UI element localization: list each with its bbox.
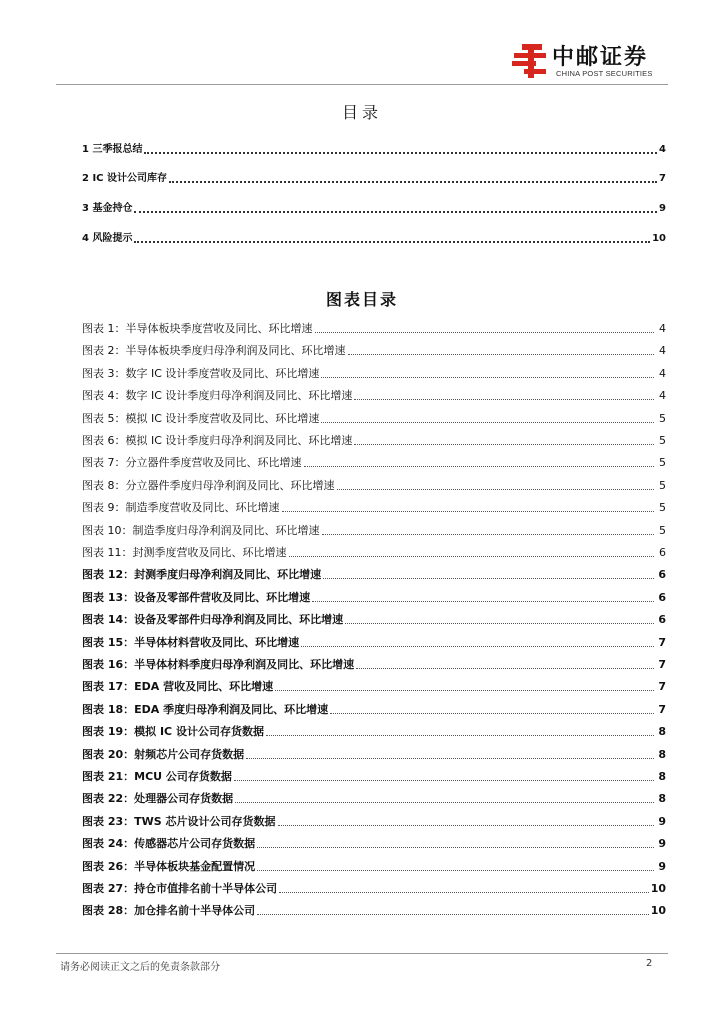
figure-index-item[interactable] [82, 589, 666, 605]
toc-item-label: 4 风险提示 [82, 233, 133, 244]
brand-name-cn: 中邮证券 [552, 45, 649, 70]
figure-item-page: 9 [658, 860, 666, 873]
figure-index-item[interactable] [82, 432, 666, 448]
figure-index-item[interactable] [82, 790, 666, 806]
figure-item-page: 4 [659, 389, 666, 402]
leader-dots [312, 601, 654, 602]
figure-item-label: 图表 1：半导体板块季度营收及同比、环比增速 [82, 322, 313, 335]
footer-divider [56, 953, 668, 954]
figure-item-page: 6 [658, 613, 666, 626]
figure-item-page: 10 [650, 882, 666, 895]
leader-dots [354, 399, 654, 400]
figure-item-page: 5 [659, 456, 666, 469]
toc-item-label: 3 基金持仓 [82, 203, 133, 214]
figure-item-label: 图表 4：数字 IC 设计季度归母净利润及同比、环比增速 [82, 389, 353, 402]
figure-item-label: 图表 10：制造季度归母净利润及同比、环比增速 [82, 524, 320, 537]
figure-item-page: 8 [658, 792, 666, 805]
figure-item-label: 图表 21：MCU 公司存货数据 [82, 770, 232, 783]
figure-index-heading: 图表目录 [325, 290, 398, 309]
figure-item-page: 5 [659, 524, 666, 537]
leader-dots [134, 241, 650, 243]
leader-dots [354, 444, 654, 445]
figure-index-item[interactable] [82, 746, 666, 762]
toc-item[interactable] [82, 170, 666, 186]
figure-index-item[interactable] [82, 902, 666, 918]
figure-item-label: 图表 17：EDA 营收及同比、环比增速 [82, 680, 274, 693]
page-number: 2 [646, 958, 653, 969]
leader-dots [234, 780, 654, 781]
figure-index-item[interactable] [82, 723, 666, 739]
figure-item-page: 7 [658, 703, 666, 716]
leader-dots [315, 332, 655, 333]
leader-dots [279, 892, 649, 893]
figure-index-item[interactable] [82, 701, 666, 717]
figure-item-label: 图表 11：封测季度营收及同比、环比增速 [82, 546, 287, 559]
leader-dots [282, 511, 655, 512]
leader-dots [322, 534, 655, 535]
page-header [0, 0, 724, 86]
toc-item-page: 7 [659, 173, 666, 184]
figure-item-label: 图表 18：EDA 季度归母净利润及同比、环比增速 [82, 703, 329, 716]
figure-item-label: 图表 26：半导体板块基金配置情况 [82, 860, 256, 873]
figure-index-item[interactable] [82, 656, 666, 672]
figure-index-item[interactable] [82, 342, 666, 358]
figure-item-page: 6 [659, 546, 666, 559]
leader-dots [246, 758, 654, 759]
toc-item[interactable] [82, 200, 666, 216]
leader-dots [330, 713, 654, 714]
figure-item-label: 图表 7：分立器件季度营收及同比、环比增速 [82, 456, 302, 469]
figure-item-label: 图表 5：模拟 IC 设计季度营收及同比、环比增速 [82, 412, 320, 425]
leader-dots [278, 825, 654, 826]
figure-item-page: 9 [658, 815, 666, 828]
figure-item-label: 图表 23：TWS 芯片设计公司存货数据 [82, 815, 276, 828]
toc-item-page: 10 [652, 233, 666, 244]
leader-dots [257, 847, 654, 848]
figure-item-page: 5 [659, 412, 666, 425]
leader-dots [304, 466, 655, 467]
figure-item-label: 图表 15：半导体材料营收及同比、环比增速 [82, 636, 300, 649]
figure-index-item[interactable] [82, 768, 666, 784]
figure-index-item[interactable] [82, 454, 666, 470]
figure-index-item[interactable] [82, 634, 666, 650]
leader-dots [356, 668, 654, 669]
figure-index-item[interactable] [82, 858, 666, 874]
figure-item-label: 图表 22：处理器公司存货数据 [82, 792, 234, 805]
figure-index-item[interactable] [82, 813, 666, 829]
figure-item-page: 6 [658, 568, 666, 581]
figure-item-label: 图表 3：数字 IC 设计季度营收及同比、环比增速 [82, 367, 320, 380]
figure-index-item[interactable] [82, 499, 666, 515]
leader-dots [257, 914, 649, 915]
china-post-logo-icon [512, 44, 548, 78]
figure-index-item[interactable] [82, 477, 666, 493]
leader-dots [301, 646, 654, 647]
figure-item-label: 图表 28：加仓排名前十半导体公司 [82, 904, 256, 917]
leader-dots [321, 377, 654, 378]
leader-dots [337, 489, 655, 490]
figure-item-label: 图表 27：持仓市值排名前十半导体公司 [82, 882, 278, 895]
leader-dots [266, 735, 654, 736]
leader-dots [323, 578, 654, 579]
figure-item-page: 4 [659, 344, 666, 357]
figure-index-item[interactable] [82, 611, 666, 627]
brand-name-en: CHINA POST SECURITIES [556, 69, 653, 78]
leader-dots [289, 556, 655, 557]
figure-item-label: 图表 8：分立器件季度归母净利润及同比、环比增速 [82, 479, 335, 492]
leader-dots [134, 211, 657, 213]
figure-index-item[interactable] [82, 365, 666, 381]
leader-dots [144, 152, 657, 154]
figure-item-page: 7 [658, 680, 666, 693]
figure-item-label: 图表 13：设备及零部件营收及同比、环比增速 [82, 591, 311, 604]
figure-item-page: 10 [650, 904, 666, 917]
figure-item-label: 图表 24：传感器芯片公司存货数据 [82, 837, 256, 850]
figure-item-label: 图表 12：封测季度归母净利润及同比、环比增速 [82, 568, 322, 581]
leader-dots [257, 870, 654, 871]
figure-item-label: 图表 20：射频芯片公司存货数据 [82, 748, 245, 761]
leader-dots [348, 354, 655, 355]
figure-index-item[interactable] [82, 566, 666, 582]
figure-item-label: 图表 2：半导体板块季度归母净利润及同比、环比增速 [82, 344, 346, 357]
toc-item-page: 4 [659, 144, 666, 155]
figure-item-page: 4 [659, 367, 666, 380]
figure-index-item[interactable] [82, 387, 666, 403]
toc-item[interactable] [82, 230, 666, 246]
figure-index-item[interactable] [82, 544, 666, 560]
toc-heading: 目录 [341, 103, 382, 122]
figure-index-item[interactable] [82, 835, 666, 851]
toc-item[interactable] [82, 141, 666, 157]
figure-index-item[interactable] [82, 880, 666, 896]
leader-dots [235, 802, 654, 803]
figure-item-page: 5 [659, 501, 666, 514]
leader-dots [169, 181, 657, 183]
figure-item-page: 7 [658, 658, 666, 671]
leader-dots [321, 422, 654, 423]
figure-item-page: 6 [658, 591, 666, 604]
leader-dots [275, 690, 654, 691]
figure-index-item[interactable] [82, 678, 666, 694]
figure-item-page: 7 [658, 636, 666, 649]
figure-index-item[interactable] [82, 320, 666, 336]
toc-item-label: 2 IC 设计公司库存 [82, 173, 167, 184]
figure-item-label: 图表 16：半导体材料季度归母净利润及同比、环比增速 [82, 658, 355, 671]
figure-item-page: 8 [658, 770, 666, 783]
figure-item-page: 8 [658, 748, 666, 761]
figure-index-item[interactable] [82, 522, 666, 538]
figure-item-page: 4 [659, 322, 666, 335]
figure-item-page: 5 [659, 434, 666, 447]
figure-item-page: 8 [658, 725, 666, 738]
footer-disclaimer: 请务必阅读正文之后的免责条款部分 [60, 962, 220, 973]
toc-item-page: 9 [659, 203, 666, 214]
figure-item-label: 图表 19：模拟 IC 设计公司存货数据 [82, 725, 264, 738]
figure-item-page: 5 [659, 479, 666, 492]
figure-item-label: 图表 9：制造季度营收及同比、环比增速 [82, 501, 280, 514]
leader-dots [345, 623, 654, 624]
figure-item-page: 9 [658, 837, 666, 850]
figure-item-label: 图表 14：设备及零部件归母净利润及同比、环比增速 [82, 613, 344, 626]
header-divider [56, 84, 668, 85]
figure-index-item[interactable] [82, 410, 666, 426]
toc-item-label: 1 三季报总结 [82, 144, 143, 155]
figure-item-label: 图表 6：模拟 IC 设计季度归母净利润及同比、环比增速 [82, 434, 353, 447]
